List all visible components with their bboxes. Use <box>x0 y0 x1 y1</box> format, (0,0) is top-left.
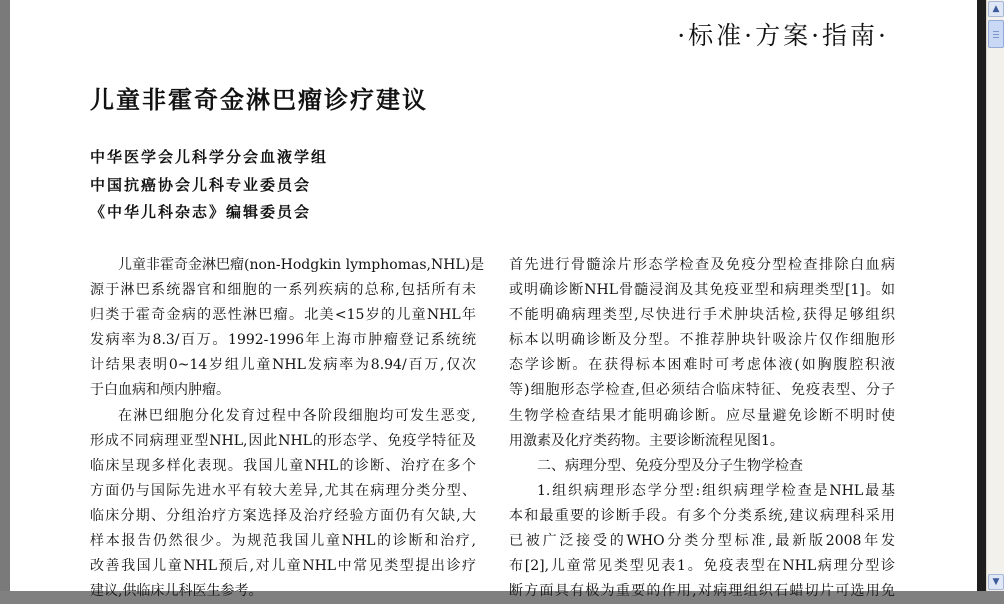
text-line: 儿童非霍奇金淋巴瘤(non-Hodgkin lymphomas,NHL)是 <box>118 257 485 273</box>
text-line: 标本以明确诊断及分型。不推荐肿块针吸涂片仅作细胞形 <box>509 332 895 349</box>
text-line: 临床分期、分组治疗方案选择及治疗经验方面仍有欠缺,大 <box>90 507 476 524</box>
text-line: 已被广泛接受的WHO分类分型标准,最新版2008年发 <box>509 533 895 550</box>
vertical-scrollbar[interactable] <box>986 0 1004 591</box>
text-line: 建议,供临床儿科医生参考。 <box>90 583 263 600</box>
text-line: 方面仍与国际先进水平有较大差异,尤其在病理分类分型、 <box>90 482 476 499</box>
grip-line <box>993 37 999 38</box>
chevron-up-icon: ▲ <box>992 3 1000 14</box>
text-line: 临床呈现多样化表现。我国儿童NHL的诊断、治疗在多个 <box>90 457 476 474</box>
right-text-column <box>509 253 895 604</box>
left-text-column <box>90 253 485 604</box>
author-line: 中国抗癌协会儿科专业委员会 <box>90 175 312 194</box>
text-line: 归类于霍奇金病的恶性淋巴瘤。北美<15岁的儿童NHL年 <box>90 307 476 324</box>
chevron-down-icon: ▼ <box>992 576 1000 587</box>
scrollbar-thumb[interactable] <box>988 20 1004 48</box>
text-line: 或明确诊断NHL骨髓浸润及其免疫亚型和病理类型[1]。如 <box>509 282 895 299</box>
section-heading: 二、病理分型、免疫分型及分子生物学检查 <box>537 457 803 474</box>
text-line: 1.组织病理形态学分型:组织病理学检查是NHL最基 <box>537 482 895 499</box>
text-line: 不能明确病理类型,尽快进行手术肿块活检,获得足够组织 <box>509 307 895 324</box>
section-header: ·标准·方案·指南· <box>677 21 889 50</box>
text-line: 用激素及化疗类药物。主要诊断流程见图1。 <box>509 432 784 449</box>
text-line: 布[2],儿童常见类型见表1。免疫表型在NHL病理分型诊 <box>509 558 895 575</box>
text-line: 本和最重要的诊断手段。有多个分类系统,建议病理科采用 <box>509 507 895 524</box>
scroll-up-button[interactable] <box>988 1 1004 17</box>
grip-line <box>993 34 999 35</box>
text-line: 首先进行骨髓涂片形态学检查及免疫分型检查排除白血病 <box>509 257 895 273</box>
document-page <box>10 0 977 600</box>
text-line: 样本报告仍然很少。为规范我国儿童NHL的诊断和治疗, <box>90 533 476 550</box>
text-line: 形成不同病理亚型NHL,因此NHL的形态学、免疫学特征及 <box>90 432 476 449</box>
article-title: 儿童非霍奇金淋巴瘤诊疗建议 <box>90 86 428 114</box>
text-line: 发病率为8.3/百万。1992-1996年上海市肿瘤登记系统统 <box>90 332 476 349</box>
author-list <box>90 144 328 227</box>
author-line: 《中华儿科杂志》编辑委员会 <box>90 203 312 221</box>
text-line: 等)细胞形态学检查,但必须结合临床特征、免疫表型、分子 <box>509 382 895 399</box>
right-gutter <box>977 0 986 591</box>
text-line: 态学诊断。在获得标本困难时可考虑体液(如胸腹腔积液 <box>509 357 895 374</box>
text-line: 于白血病和颅内肿瘤。 <box>90 382 230 399</box>
scroll-down-button[interactable] <box>988 574 1004 590</box>
text-line: 生物学检查结果才能明确诊断。应尽量避免诊断不明时使 <box>509 407 895 424</box>
left-gutter <box>0 0 10 591</box>
text-line: 源于淋巴系统器官和细胞的一系列疾病的总称,包括所有未 <box>90 282 476 299</box>
text-line: 计结果表明0~14岁组儿童NHL发病率为8.94/百万,仅次 <box>90 357 476 374</box>
text-line: 改善我国儿童NHL预后,对儿童NHL中常见类型提出诊疗 <box>90 558 476 575</box>
author-line: 中华医学会儿科学分会血液学组 <box>90 148 329 166</box>
grip-line <box>993 31 999 32</box>
text-line: 在淋巴细胞分化发育过程中各阶段细胞均可发生恶变, <box>118 407 476 424</box>
text-line: 断方面具有极为重要的作用,对病理组织石蜡切片可选用免 <box>509 583 895 600</box>
